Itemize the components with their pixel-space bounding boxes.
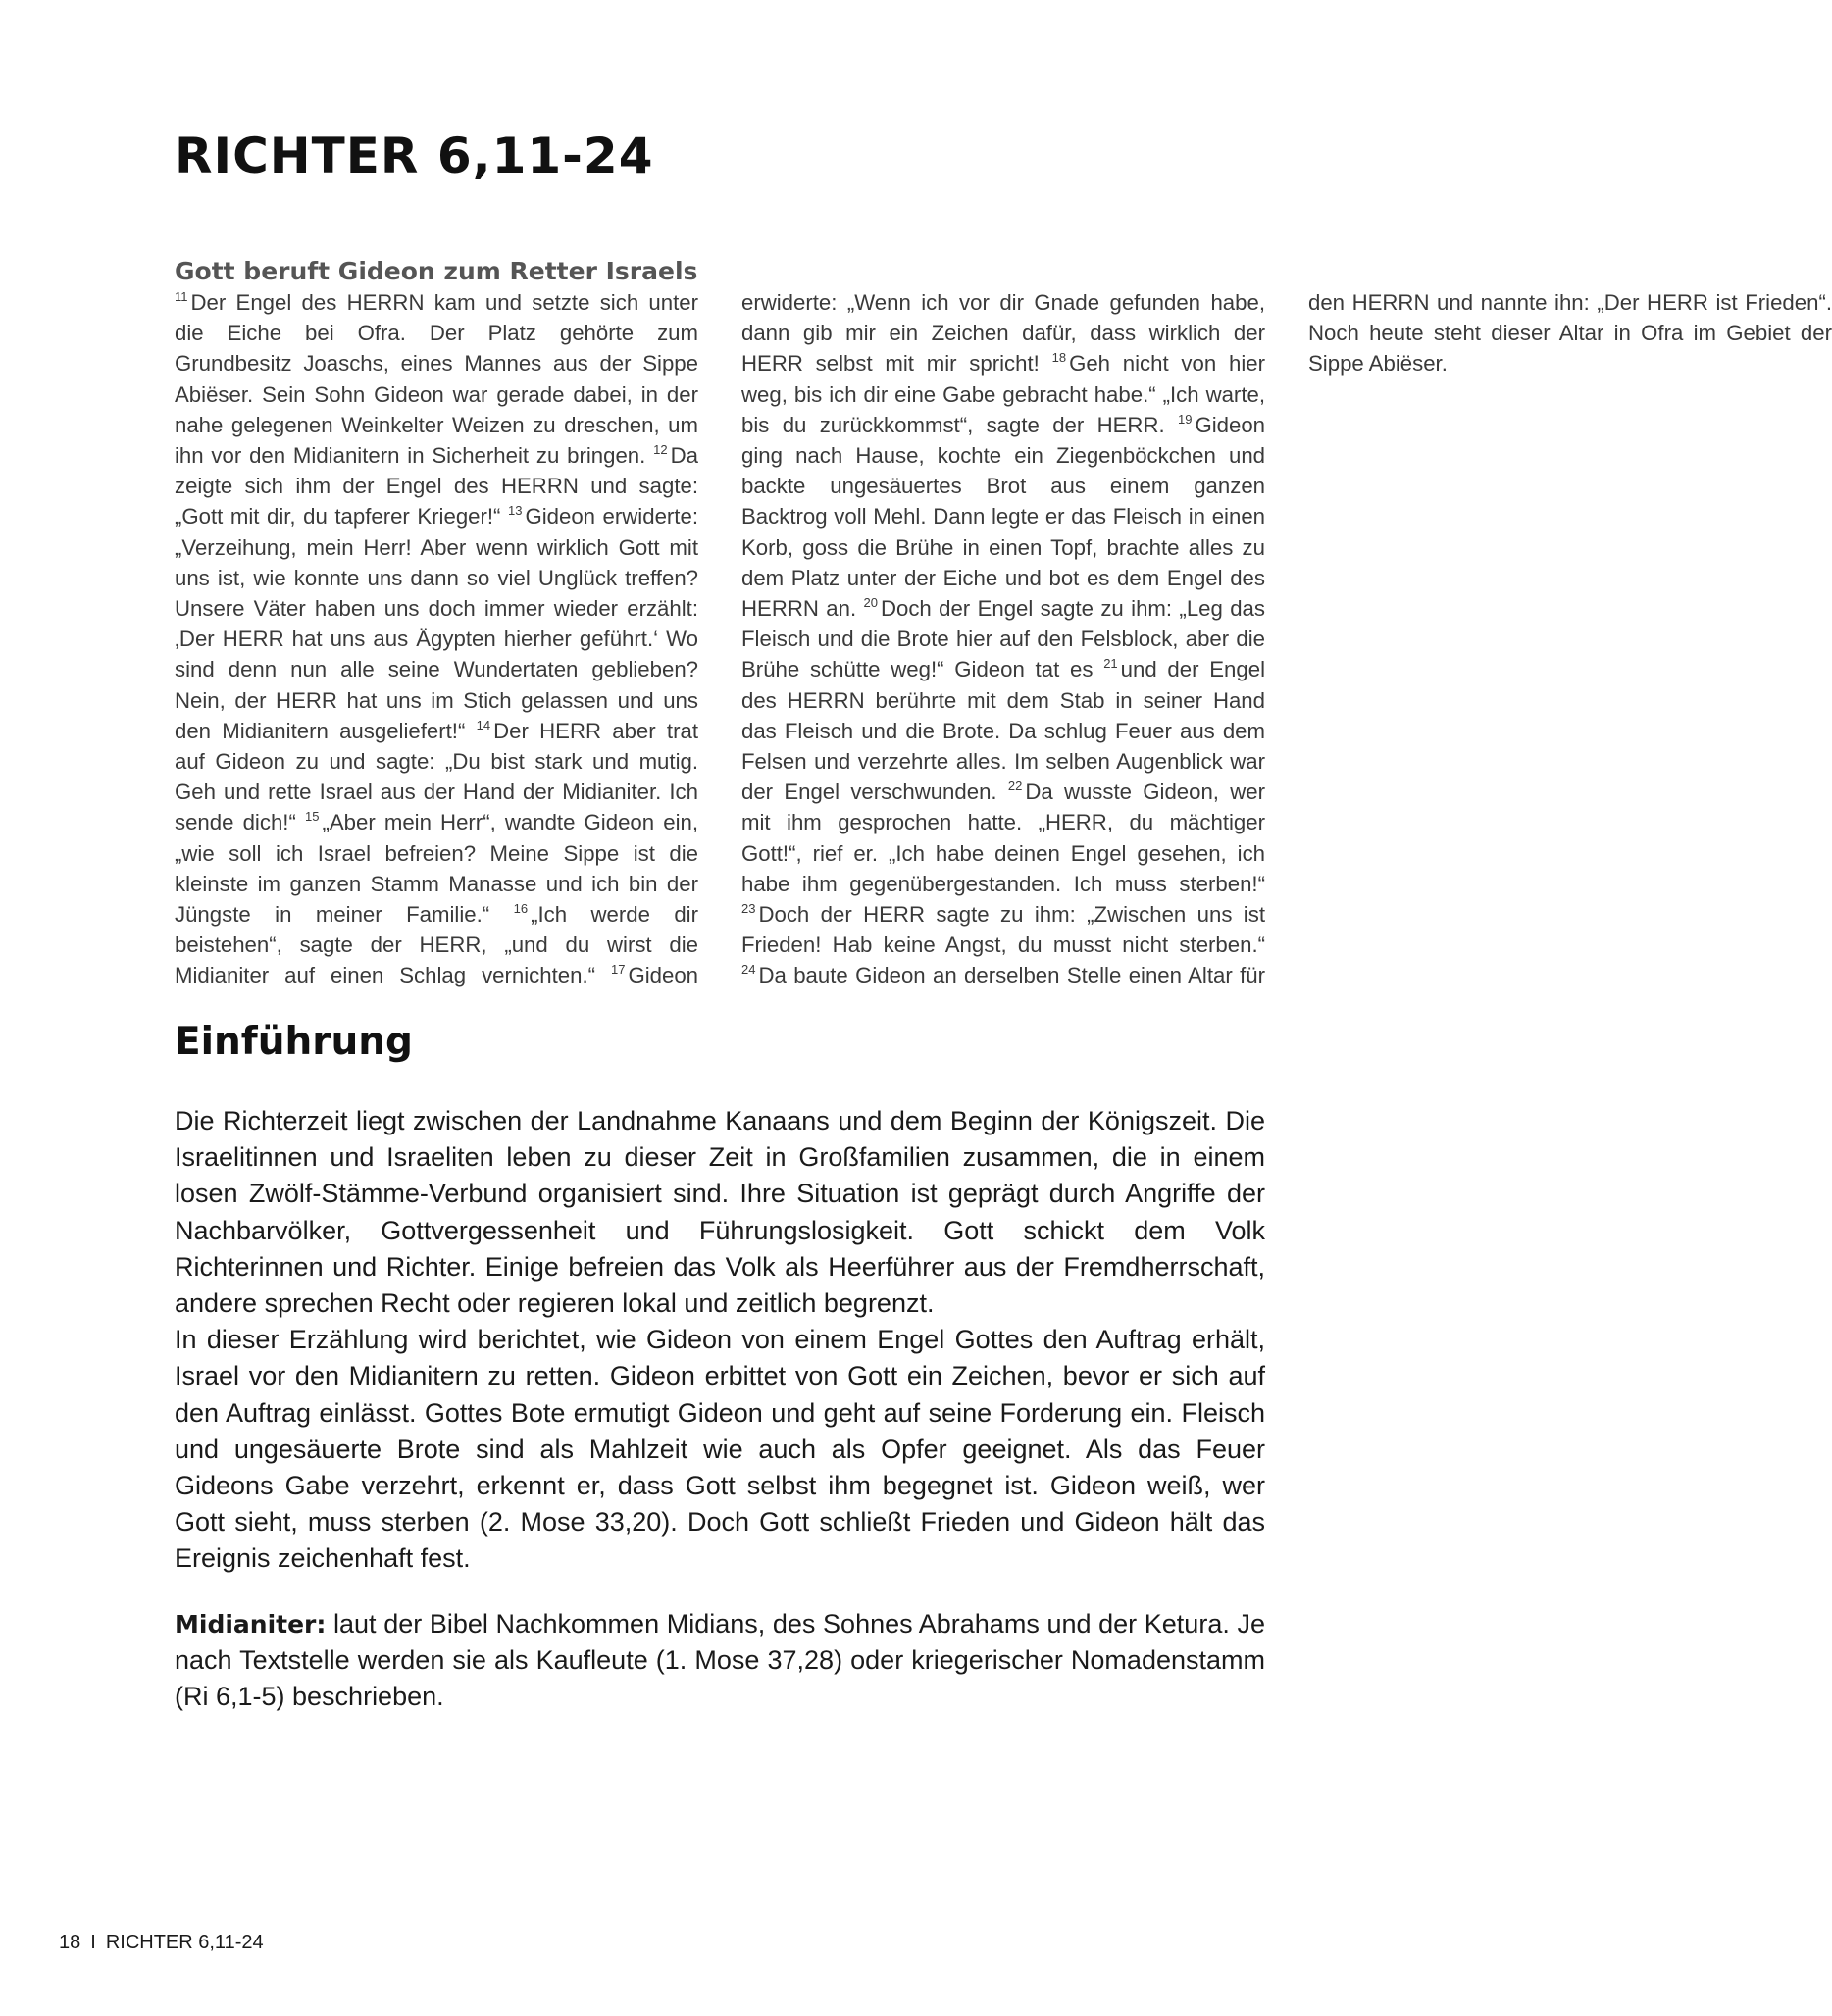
verse-number: 24 <box>741 962 756 978</box>
verse-text: Gideon erwiderte: „Verzeihung, mein Herr! Aber wenn wirklich Gott mit uns ist, wie konnte uns dann so viel Unglück treffen? Unsere Väter haben uns doch immer wieder erzählt: ‚Der HERR hat uns aus Ägypten hierher geführt.‘ Wo sind denn nun alle seine Wundertaten geblieben? Nein, der HERR hat uns im Stich gelassen und uns den Midianitern ausgeliefert!“ <box>175 504 698 743</box>
verse-number: 20 <box>863 595 878 611</box>
verse-text: Da wusste Gideon, wer mit ihm gesprochen hatte. „HERR, du mächtiger Gott!“, rief er. „Ich habe deinen Engel gesehen, ich habe ihm gegenübergestanden. Ich muss sterben!“ <box>741 780 1265 896</box>
verse-text: Geh nicht von hier weg, bis ich dir eine Gabe gebracht habe.“ „Ich warte, bis du zurückkommst“, sagte der HERR. <box>741 351 1265 437</box>
footer-running-title: RICHTER 6,11-24 <box>105 1932 264 1953</box>
introduction-heading: Einführung <box>175 1020 413 1064</box>
footer-separator: I <box>90 1932 96 1953</box>
verse <box>175 504 698 742</box>
verse-text: „Ich werde dir beistehen“, sagte der HERR, „und du wirst die Midianiter auf einen Schlag vernichten.“ <box>175 902 698 988</box>
verse-number: 17 <box>610 962 626 978</box>
bible-text-block <box>175 257 1832 1018</box>
page-number: 18 <box>59 1932 81 1953</box>
verse-number: 16 <box>513 901 529 917</box>
verse <box>741 902 1265 957</box>
verse-number: 18 <box>1051 350 1067 366</box>
verse-text: Der Engel des HERRN kam und setzte sich unter die Eiche bei Ofra. Der Platz gehörte zum Grundbesitz Joaschs, eines Mannes aus der Sippe Abiëser. Sein Sohn Gideon war gerade dabei, in der nahe gelegenen Weinkelter Weizen zu dreschen, um ihn vor den Midianitern in Sicherheit zu bringen. <box>175 290 698 469</box>
verse-number: 11 <box>175 289 188 304</box>
introduction-paragraph: Die Richterzeit liegt zwischen der Landnahme Kanaans und dem Beginn der Königszeit. Die Israelitinnen und Israeliten leben zu dieser Zeit in Großfamilien zusammen, die in einem losen Zwölf-Stämme-Verbund organisiert sind. Ihre Situation ist geprägt durch Angriffe der Nachbarvölker, Gottvergessenheit und Führungslosigkeit. Gott schickt dem Volk Richterinnen und Richter. Einige befreien das Volk als Heerführer aus der Fremdherrschaft, andere sprechen Recht oder regieren lokal und zeitlich begrenzt. <box>175 1106 1265 1319</box>
bible-text-columns <box>175 287 1832 1018</box>
introduction-paragraph: In dieser Erzählung wird berichtet, wie Gideon von einem Engel Gottes den Auftrag erhält, Israel vor den Midianitern zu retten. Gideon erbittet von Gott ein Zeichen, bevor er sich auf den Auftrag einlässt. Gottes Bote ermutigt Gideon und geht auf seine Forderung ein. Fleisch und ungesäuerte Brote sind als Mahlzeit wie auch als Opfer geeignet. Als das Feuer Gideons Gabe verzehrt, erkennt er, dass Gott selbst ihm begegnet ist. Gideon weiß, wer Gott sieht, muss sterben (2. Mose 33,20). Doch Gott schließt Frieden und Gideon hält das Ereignis zeichenhaft fest. <box>175 1325 1265 1574</box>
verse-text: Da baute Gideon an derselben Stelle einen Altar für den HERRN und nannte ihn: „Der HERR ist Frieden“. Noch heute steht dieser Altar in Ofra im Gebiet der Sippe Abiëser. <box>758 290 1832 988</box>
verse-number: 23 <box>741 901 756 917</box>
verse-text: Da zeigte sich ihm der Engel des HERRN und sagte: „Gott mit dir, du tapferer Krieger!“ <box>175 443 699 529</box>
verse-number: 19 <box>1177 411 1193 427</box>
verse-text: Doch der HERR sagte zu ihm: „Zwischen uns ist Frieden! Hab keine Angst, du musst nicht sterben.“ <box>741 902 1265 958</box>
verse-text: Gideon ging nach Hause, kochte ein Ziegenböckchen und backte ungesäuertes Brot aus einem ganzen Backtrog voll Mehl. Dann legte er das Fleisch in einen Korb, goss die Brühe in einen Topf, brachte alles zu dem Platz unter der Eiche und bot es dem Engel des HERRN an. <box>741 412 1265 622</box>
glossary-note <box>175 1606 1265 1716</box>
verse-text: und der Engel des HERRN berührte mit dem Stab in seiner Hand das Fleisch und die Brote. Da schlug Feuer aus dem Felsen und verzehrte alles. Im selben Augenblick war der Engel verschwunden. <box>741 657 1265 805</box>
verse-number: 12 <box>653 442 668 458</box>
verse-number: 14 <box>476 717 491 732</box>
verse-text: Gideon erwiderte: „Wenn ich vor dir Gnade gefunden habe, dann gib mir ein Zeichen dafür, dass wirklich der HERR selbst mit mir spricht! <box>628 290 1265 988</box>
page-footer <box>59 1932 274 1954</box>
introduction-body <box>175 1103 1265 1578</box>
verse-text: „Aber mein Herr“, wandte Gideon ein, „wie soll ich Israel befreien? Meine Sippe ist die kleinste im ganzen Stamm Manasse und ich bin der Jüngste in meiner Familie.“ <box>175 810 699 928</box>
verse-number: 15 <box>304 809 320 825</box>
glossary-term: Midianiter: <box>175 1610 327 1638</box>
page-title: RICHTER 6,11-24 <box>175 127 654 184</box>
verse <box>741 413 1265 621</box>
verse-number: 22 <box>1007 779 1023 794</box>
glossary-definition: laut der Bibel Nachkommen Midians, des Sohnes Abrahams und der Ketura. Je nach Textstelle werden sie als Kaufleute (1. Mose 37,28) oder kriegerischer Nomadenstamm (Ri 6,1-5) beschrieben. <box>175 1609 1265 1712</box>
bible-text-heading: Gott beruft Gideon zum Retter Israels <box>175 257 698 285</box>
verse-number: 13 <box>508 503 523 519</box>
verse <box>175 290 698 468</box>
verse-text: Doch der Engel sagte zu ihm: „Leg das Fleisch und die Brote hier auf den Felsblock, aber die Brühe schütte weg!“ Gideon tat es <box>741 596 1265 682</box>
verse-number: 21 <box>1103 656 1118 672</box>
verse-text: Der HERR aber trat auf Gideon zu und sagte: „Du bist stark und mutig. Geh und rette Israel aus der Hand der Midianiter. Ich sende dich!“ <box>175 718 698 835</box>
